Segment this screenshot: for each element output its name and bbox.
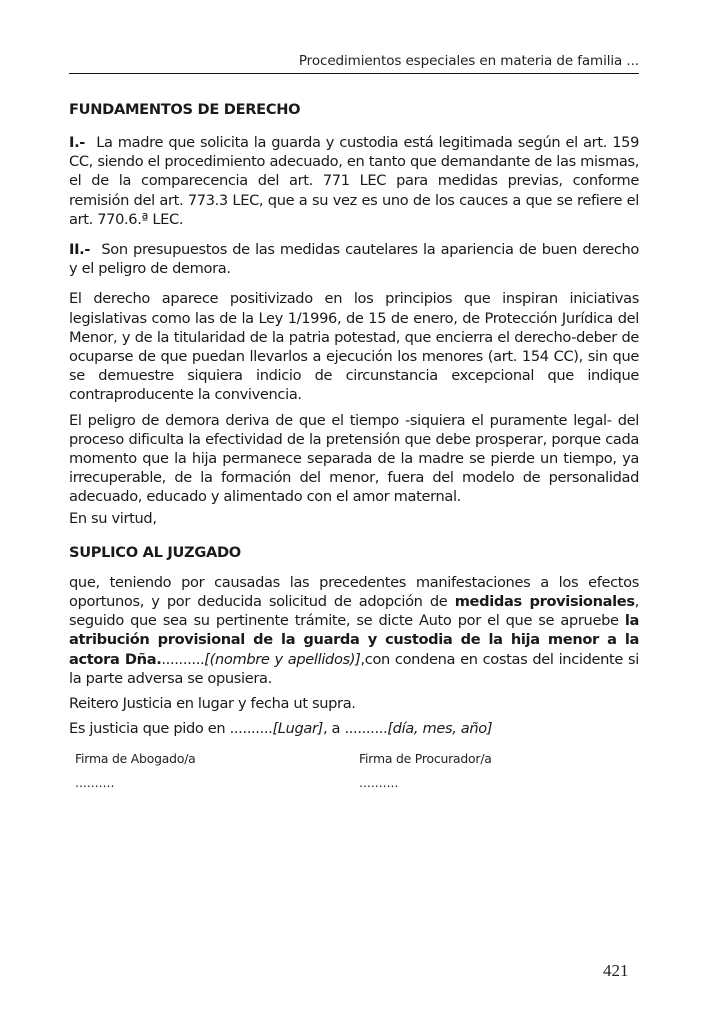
fecha-dots: .......... [344,720,388,738]
item-text: La madre que solicita la guarda y custodia está legitimada según el art. 159 CC, siendo el procedimiento adecuado, en tanto que demandante de las mismas, el de la comparecencia del art. 771 LEC para medidas previas, conforme remisión del art. 773.3 LEC, que a su vez es uno de los cauces a que se refiere el art. 770.6.ª LEC. [69,134,640,228]
signature-dots: .......... [359,775,399,791]
suplico-text-2: , seguido que sea su pertinente trámite, se dicte Auto por el que se apruebe [69,593,639,630]
en-su-virtud: En su virtud, [69,509,157,527]
document-body [69,100,639,791]
name-blank-dots: .......... [161,650,205,668]
item-number: I.- [69,134,85,151]
justicia-prefix: Es justicia que pido en [69,720,230,738]
fundamento-item-1 [69,133,639,229]
name-placeholder: [(nombre y apellidos)] [204,650,361,668]
justicia-mid: , a [322,720,345,738]
item-number: II.- [69,241,91,259]
signature-procurador [353,751,637,791]
paragraph-peligro: El peligro de demora deriva de que el tiempo -siquiera el puramente legal- del proceso dificulta la efectividad de la pretensión que debe prosperar, porque cada momento que la hija permanece separada de la madre se pierde un tiempo, ya irrecuperable, de la formación del menor, fuera del modelo de personalidad adecuado, educado y alimentado con el amor maternal. [69,411,639,506]
signature-label: Firma de Procurador/a [359,751,492,767]
running-header [69,54,639,74]
atribucion-provisional-bold: la atribución provisional de la guarda y custodia de la hija menor a la actora Dña. [69,612,639,668]
page-number: 421 [603,961,629,980]
running-title: Procedimientos especiales en materia de familia ... [298,53,639,69]
signature-abogado [69,751,353,791]
item-text: Son presupuestos de las medidas cautelares la apariencia de buen derecho y el peligro de demora. [69,241,639,278]
paragraph-derecho: El derecho aparece positivizado en los principios que inspiran iniciativas legislativas como las de la Ley 1/1996, de 15 de enero, de Protección Jurídica del Menor, y de la titularidad de la patria potestad, que encierra el derecho-deber de ocuparse de que puedan llevarlos a ejecución los menores (art. 154 CC), sin que se demuestre siquiera indicio de circunstancia excepcional que indique contraproducente la convivencia. [69,290,639,404]
fundamento-item-2 [69,240,639,278]
suplico-text-3: ,con condena en costas del incidente si la parte adversa se opusiera. [69,650,639,687]
suplico-heading: SUPLICO AL JUZGADO [69,543,241,561]
suplico-paragraph [69,573,639,688]
signature-block [69,751,639,791]
reitero-line: Reitero Justicia en lugar y fecha ut supra. [69,695,356,713]
justicia-line [69,719,639,738]
medidas-provisionales-bold: medidas provisionales [454,593,635,611]
suplico-text-1: que, teniendo por causadas las precedentes manifestaciones a los efectos oportunos, y por deducida solicitud de adopción de [69,573,639,611]
fecha-placeholder: [día, mes, año] [387,720,493,738]
fundamentos-heading: FUNDAMENTOS DE DERECHO [69,101,301,118]
signature-dots: .......... [75,775,115,791]
signature-label: Firma de Abogado/a [75,751,196,767]
lugar-dots: .......... [229,720,273,738]
lugar-placeholder: [Lugar] [272,720,323,738]
